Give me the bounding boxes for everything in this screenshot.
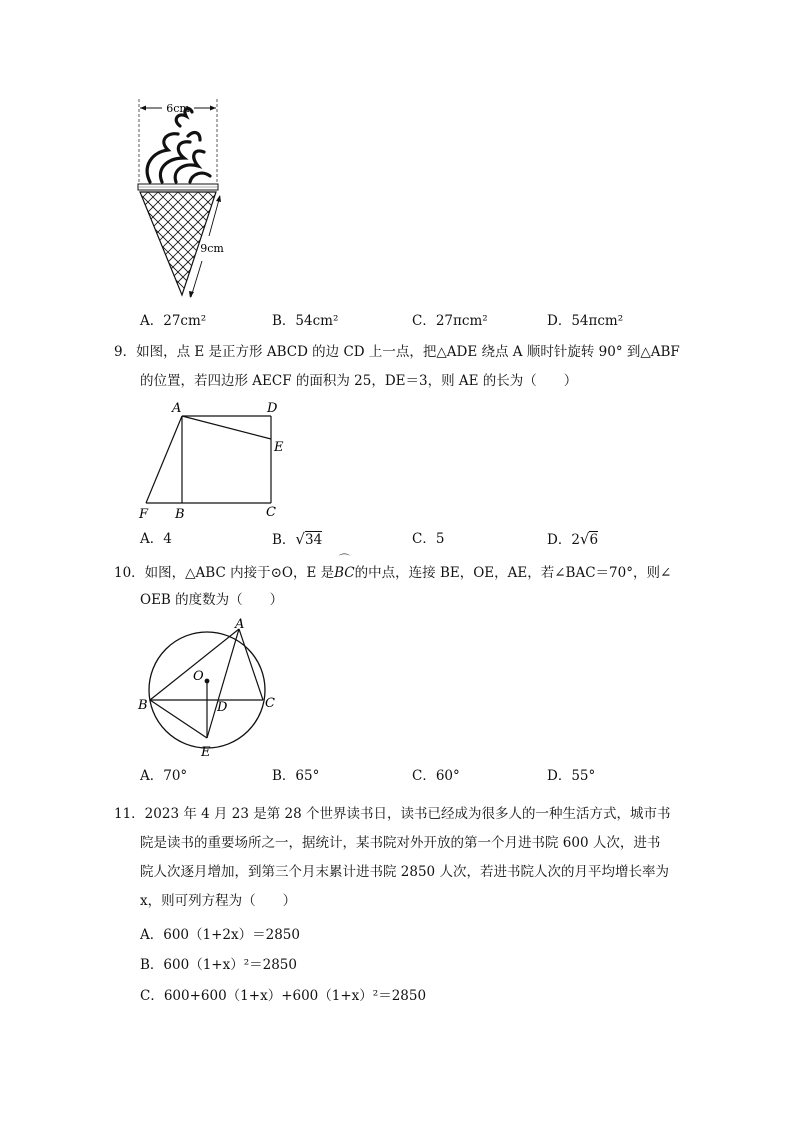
q9-label-B: B [175, 507, 185, 522]
q9-option-d-radicand: 6 [589, 532, 599, 548]
q10-option-c[interactable]: C．60° [412, 768, 460, 784]
icecream-width-label: 6cm [166, 102, 190, 115]
q8-option-b[interactable]: B．54cm² [272, 313, 339, 329]
q11-option-c[interactable]: C．600+600（1+x）+600（1+x）²＝2850 [140, 988, 427, 1004]
q11-text-line3: 院人次逐月增加，到第三个月末累计进书院 2850 人次，若进书院人次的月平均增长率为 [140, 864, 669, 880]
q11-text-line2: 院是读书的重要场所之一，据统计，某书院对外开放的第一个月进书院 600 人次，进书 [140, 835, 661, 851]
icecream-slant-label: 9cm [200, 242, 224, 255]
q9-option-a[interactable]: A．4 [140, 531, 172, 547]
q10-circle-figure [135, 614, 285, 764]
q11-option-a[interactable]: A．600（1+2x）＝2850 [140, 927, 300, 943]
q10-text-line1-b: 的中点，连接 BE，OE，AE，若∠BAC＝70°，则∠ [354, 565, 672, 581]
q10-option-b[interactable]: B．65° [272, 768, 320, 784]
q9-option-c[interactable]: C．5 [412, 531, 445, 547]
q10-text-line1-a: 10．如图，△ABC 内接于⊙O，E 是 [114, 565, 335, 581]
q9-label-E: E [274, 440, 284, 455]
icecream-cone-figure [128, 96, 238, 301]
q11-text-line1: 11．2023 年 4 月 23 是第 28 个世界读书日，读书已经成为很多人的一种生活方式，城市书 [114, 806, 671, 822]
q10-text-line1 [114, 553, 672, 583]
sqrt-icon: √ [295, 530, 305, 548]
icecream-swirl [147, 109, 210, 182]
q10-label-A: A [235, 617, 245, 632]
q9-square-figure [135, 396, 295, 522]
q9-option-d-coef: 2 [571, 532, 580, 548]
q9-option-d[interactable] [547, 529, 598, 550]
q9-option-b-radicand: 34 [304, 532, 323, 548]
q10-label-D: D [217, 700, 228, 715]
arc-bc-text: BC [334, 565, 355, 581]
q10-label-E: E [201, 745, 211, 760]
q8-option-a[interactable]: A．27cm² [140, 313, 207, 329]
q9-text-line1: 9．如图，点 E 是正方形 ABCD 的边 CD 上一点，把△ADE 绕点 A 顺时针旋转 90° 到△ABF [114, 344, 680, 360]
q10-label-B: B [138, 698, 148, 713]
q8-option-d[interactable]: D．54πcm² [547, 313, 624, 329]
arc-icon: ⌒ [338, 553, 350, 566]
q10-text-line2: OEB 的度数为（ ） [140, 592, 284, 608]
sqrt-icon: √ [579, 530, 590, 548]
q10-label-C: C [265, 696, 275, 711]
q10-label-O: O [193, 669, 204, 684]
q9-option-d-prefix: D． [547, 532, 572, 548]
q10-option-d[interactable]: D．55° [547, 768, 596, 784]
q11-option-b[interactable]: B．600（1+x）²＝2850 [140, 957, 297, 973]
q8-option-c[interactable]: C．27πcm² [412, 313, 488, 329]
q11-text-line4: x，则可列方程为（ ） [140, 893, 297, 909]
q10-option-a[interactable]: A．70° [140, 768, 188, 784]
q9-label-A: A [172, 401, 182, 416]
q9-option-b[interactable] [272, 529, 322, 550]
q9-label-C: C [266, 505, 276, 520]
q9-label-F: F [139, 507, 149, 522]
arc-bc [334, 553, 355, 583]
q9-option-b-prefix: B． [272, 532, 296, 548]
q9-label-D: D [267, 401, 278, 416]
q9-text-line2: 的位置，若四边形 AECF 的面积为 25，DE＝3，则 AE 的长为（ ） [140, 373, 578, 389]
